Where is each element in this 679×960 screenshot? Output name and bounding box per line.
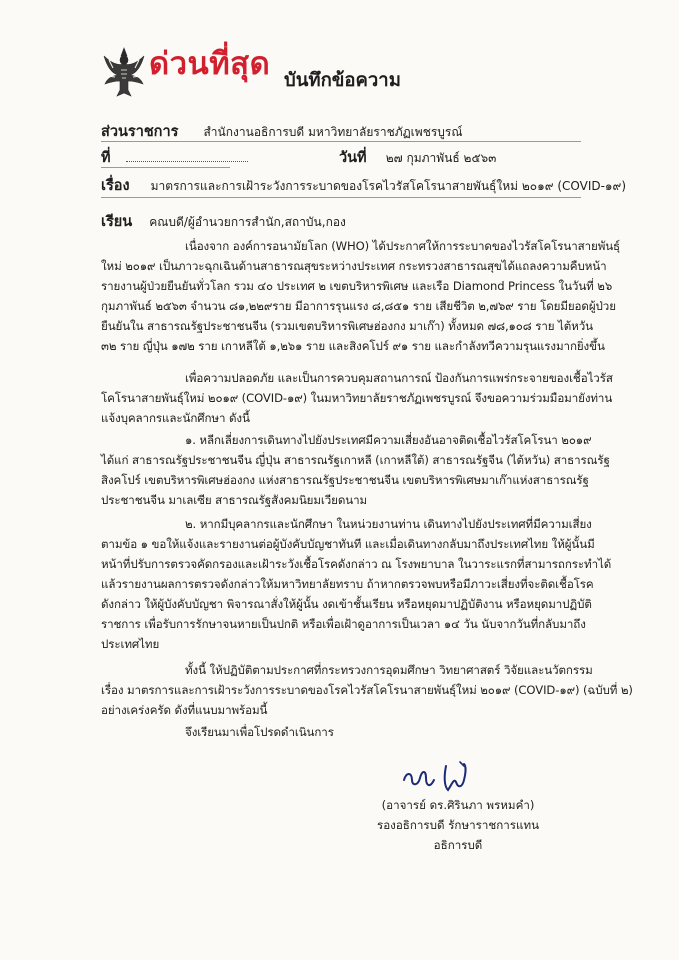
paragraph-line: ตามข้อ ๑ ขอให้แจ้งและรายงานต่อผู้บังคับบัญชาทันที และเมื่อเดินทางกลับมาถึงประเทศไทย ให้ผู้นั้นมี xyxy=(101,537,595,551)
paragraph-3 xyxy=(101,430,610,510)
handwritten-signature xyxy=(400,760,480,796)
closing-text: จึงเรียนมาเพื่อโปรดดำเนินการ xyxy=(185,725,334,739)
paragraph-line: โคโรนาสายพันธุ์ใหม่ ๒๐๑๙ (COVID-๑๙) ในมหาวิทยาลัยราชภัฏเพชรบูรณ์ จึงขอความร่วมมือมายังท่าน xyxy=(101,391,613,405)
paragraph-line: ประเทศไทย xyxy=(101,637,160,651)
paragraph-line: ๒. หากมีบุคลากรและนักศึกษา ในหน่วยงานท่าน เดินทางไปยังประเทศที่มีความเสี่ยง xyxy=(185,517,592,531)
paragraph-line: เรื่อง มาตรการและการเฝ้าระวังการระบาดของโรคไวรัสโคโรนาสายพันธุ์ใหม่ ๒๐๑๙ (COVID-๑๙) (ฉบับที่ ๒) xyxy=(101,683,633,697)
paragraph-line: แล้วรายงานผลการตรวจดังกล่าวให้มหาวิทยาลัยทราบ ถ้าหากตรวจพบหรือมีภาวะเสี่ยงที่จะติดเชื้อโรค xyxy=(101,577,594,591)
ref-row xyxy=(101,148,248,167)
date-row xyxy=(339,148,496,167)
paragraph-line: ๓๒ ราย ญี่ปุ่น ๑๗๒ ราย เกาหลีใต้ ๑,๒๖๑ ราย และสิงคโปร์ ๙๑ ราย และกำลังทวีความรุนแรงมากยิ่งขึ้น xyxy=(101,339,605,353)
ref-underline xyxy=(101,167,230,168)
signature-block xyxy=(358,795,558,855)
paragraph-line: กุมภาพันธ์ ๒๕๖๓ จำนวน ๘๑,๒๒๙ราย มีอาการรุนแรง ๘,๘๕๑ ราย เสียชีวิต ๒,๗๖๙ ราย โดยมียอดผู้ป่วย xyxy=(101,299,616,313)
signer-position-2: อธิการบดี xyxy=(433,838,483,852)
paragraph-line: ยืนยันใน สาธารณรัฐประชาชนจีน (รวมเขตบริหารพิเศษฮ่องกง มาเก๊า) ทั้งหมด ๗๘,๑๐๘ ราย ไต้หวัน xyxy=(101,319,593,333)
to-label: เรียน xyxy=(101,214,133,230)
paragraph-line: ราชการ เพื่อรับการรักษาจนหายเป็นปกติ หรือเพื่อเฝ้าดูอาการเป็นเวลา ๑๔ วัน นับจากวันที่กลับมาถึง xyxy=(101,617,586,631)
ref-dotted-line xyxy=(126,149,248,162)
paragraph-4 xyxy=(101,514,612,654)
paragraph-line: สิงคโปร์ เขตบริหารพิเศษฮ่องกง แห่งสาธารณรัฐประชาชนจีน เขตบริหารพิเศษมาเก๊าแห่งสาธารณรัฐ xyxy=(101,473,589,487)
paragraph-line: อย่างเคร่งครัด ดังที่แนบมาพร้อมนี้ xyxy=(101,703,268,717)
dept-underline xyxy=(101,141,581,142)
signer-position: รองอธิการบดี รักษาราชการแทน xyxy=(376,818,540,832)
urgent-stamp: ด่วนที่สุด xyxy=(149,46,271,82)
subject-row xyxy=(101,176,626,195)
paragraph-line: ดังกล่าว ให้ผู้บังคับบัญชา พิจารณาสั่งให้ผู้นั้น งดเข้าชั้นเรียน หรือหยุดมาปฏิบัติงาน หรือหยุดมาปฏิบัติ xyxy=(101,597,592,611)
ref-label: ที่ xyxy=(101,150,111,166)
dept-label: ส่วนราชการ xyxy=(101,124,179,140)
subject-label: เรื่อง xyxy=(101,178,130,194)
garuda-seal-icon xyxy=(101,46,147,98)
paragraph-1 xyxy=(101,236,621,356)
paragraph-line: รายงานผู้ป่วยยืนยันทั่วโลก รวม ๔๐ ประเทศ ๒ เขตบริหารพิเศษ และเรือ Diamond Princess ในวันที่ ๒๖ xyxy=(101,279,613,293)
paragraph-line: แจ้งบุคลากรและนักศึกษา ดังนี้ xyxy=(101,411,250,425)
dept-row xyxy=(101,122,462,141)
signer-name: (อาจารย์ ดร.ศิรินภา พรหมคำ) xyxy=(381,798,535,812)
subject-underline xyxy=(101,197,581,198)
subject-value: มาตรการและการเฝ้าระวังการระบาดของโรคไวรัสโคโรนาสายพันธุ์ใหม่ ๒๐๑๙ (COVID-๑๙) xyxy=(150,179,627,193)
paragraph-line: เพื่อความปลอดภัย และเป็นการควบคุมสถานการณ์ ป้องกันการแพร่กระจายของเชื้อไวรัส xyxy=(185,371,613,385)
to-row xyxy=(101,212,346,231)
paragraph-line: ทั้งนี้ ให้ปฏิบัติตามประกาศที่กระทรวงการอุดมศึกษา วิทยาศาสตร์ วิจัยและนวัตกรรม xyxy=(185,663,593,677)
closing-line xyxy=(101,722,581,742)
paragraph-line: หน้าที่ปรับการตรวจคัดกรองและเฝ้าระวังเชื้อโรคดังกล่าว ณ โรงพยาบาล ในวาระแรกที่สามารถกระทำได้ xyxy=(101,557,612,571)
to-value: คณบดี/ผู้อำนวยการสำนัก,สถาบัน,กอง xyxy=(149,215,346,229)
date-label: วันที่ xyxy=(339,150,367,166)
paragraph-line: ๑. หลีกเลี่ยงการเดินทางไปยังประเทศมีความเสี่ยงอันอาจติดเชื้อไวรัสโคโรนา ๒๐๑๙ xyxy=(185,433,592,447)
document-title: บันทึกข้อความ xyxy=(284,70,401,91)
paragraph-2 xyxy=(101,368,613,428)
dept-value: สำนักงานอธิการบดี มหาวิทยาลัยราชภัฏเพชรบูรณ์ xyxy=(203,125,463,139)
paragraph-line: เนื่องจาก องค์การอนามัยโลก (WHO) ได้ประกาศให้การระบาดของไวรัสโคโรนาสายพันธุ์ xyxy=(185,239,621,253)
paragraph-line: ใหม่ ๒๐๑๙ เป็นภาวะฉุกเฉินด้านสาธารณสุขระหว่างประเทศ กระทรวงสาธารณสุขได้แถลงความคืบหน้า xyxy=(101,259,607,273)
date-value: ๒๗ กุมภาพันธ์ ๒๕๖๓ xyxy=(385,151,497,165)
paragraph-line: ประชาชนจีน มาเลเซีย สาธารณรัฐสังคมนิยมเวียดนาม xyxy=(101,493,368,507)
paragraph-5 xyxy=(101,660,633,720)
paragraph-line: ได้แก่ สาธารณรัฐประชาชนจีน ญี่ปุ่น สาธารณรัฐเกาหลี (เกาหลีใต้) สาธารณรัฐจีน (ไต้หวัน) สาธารณรัฐ xyxy=(101,453,610,467)
